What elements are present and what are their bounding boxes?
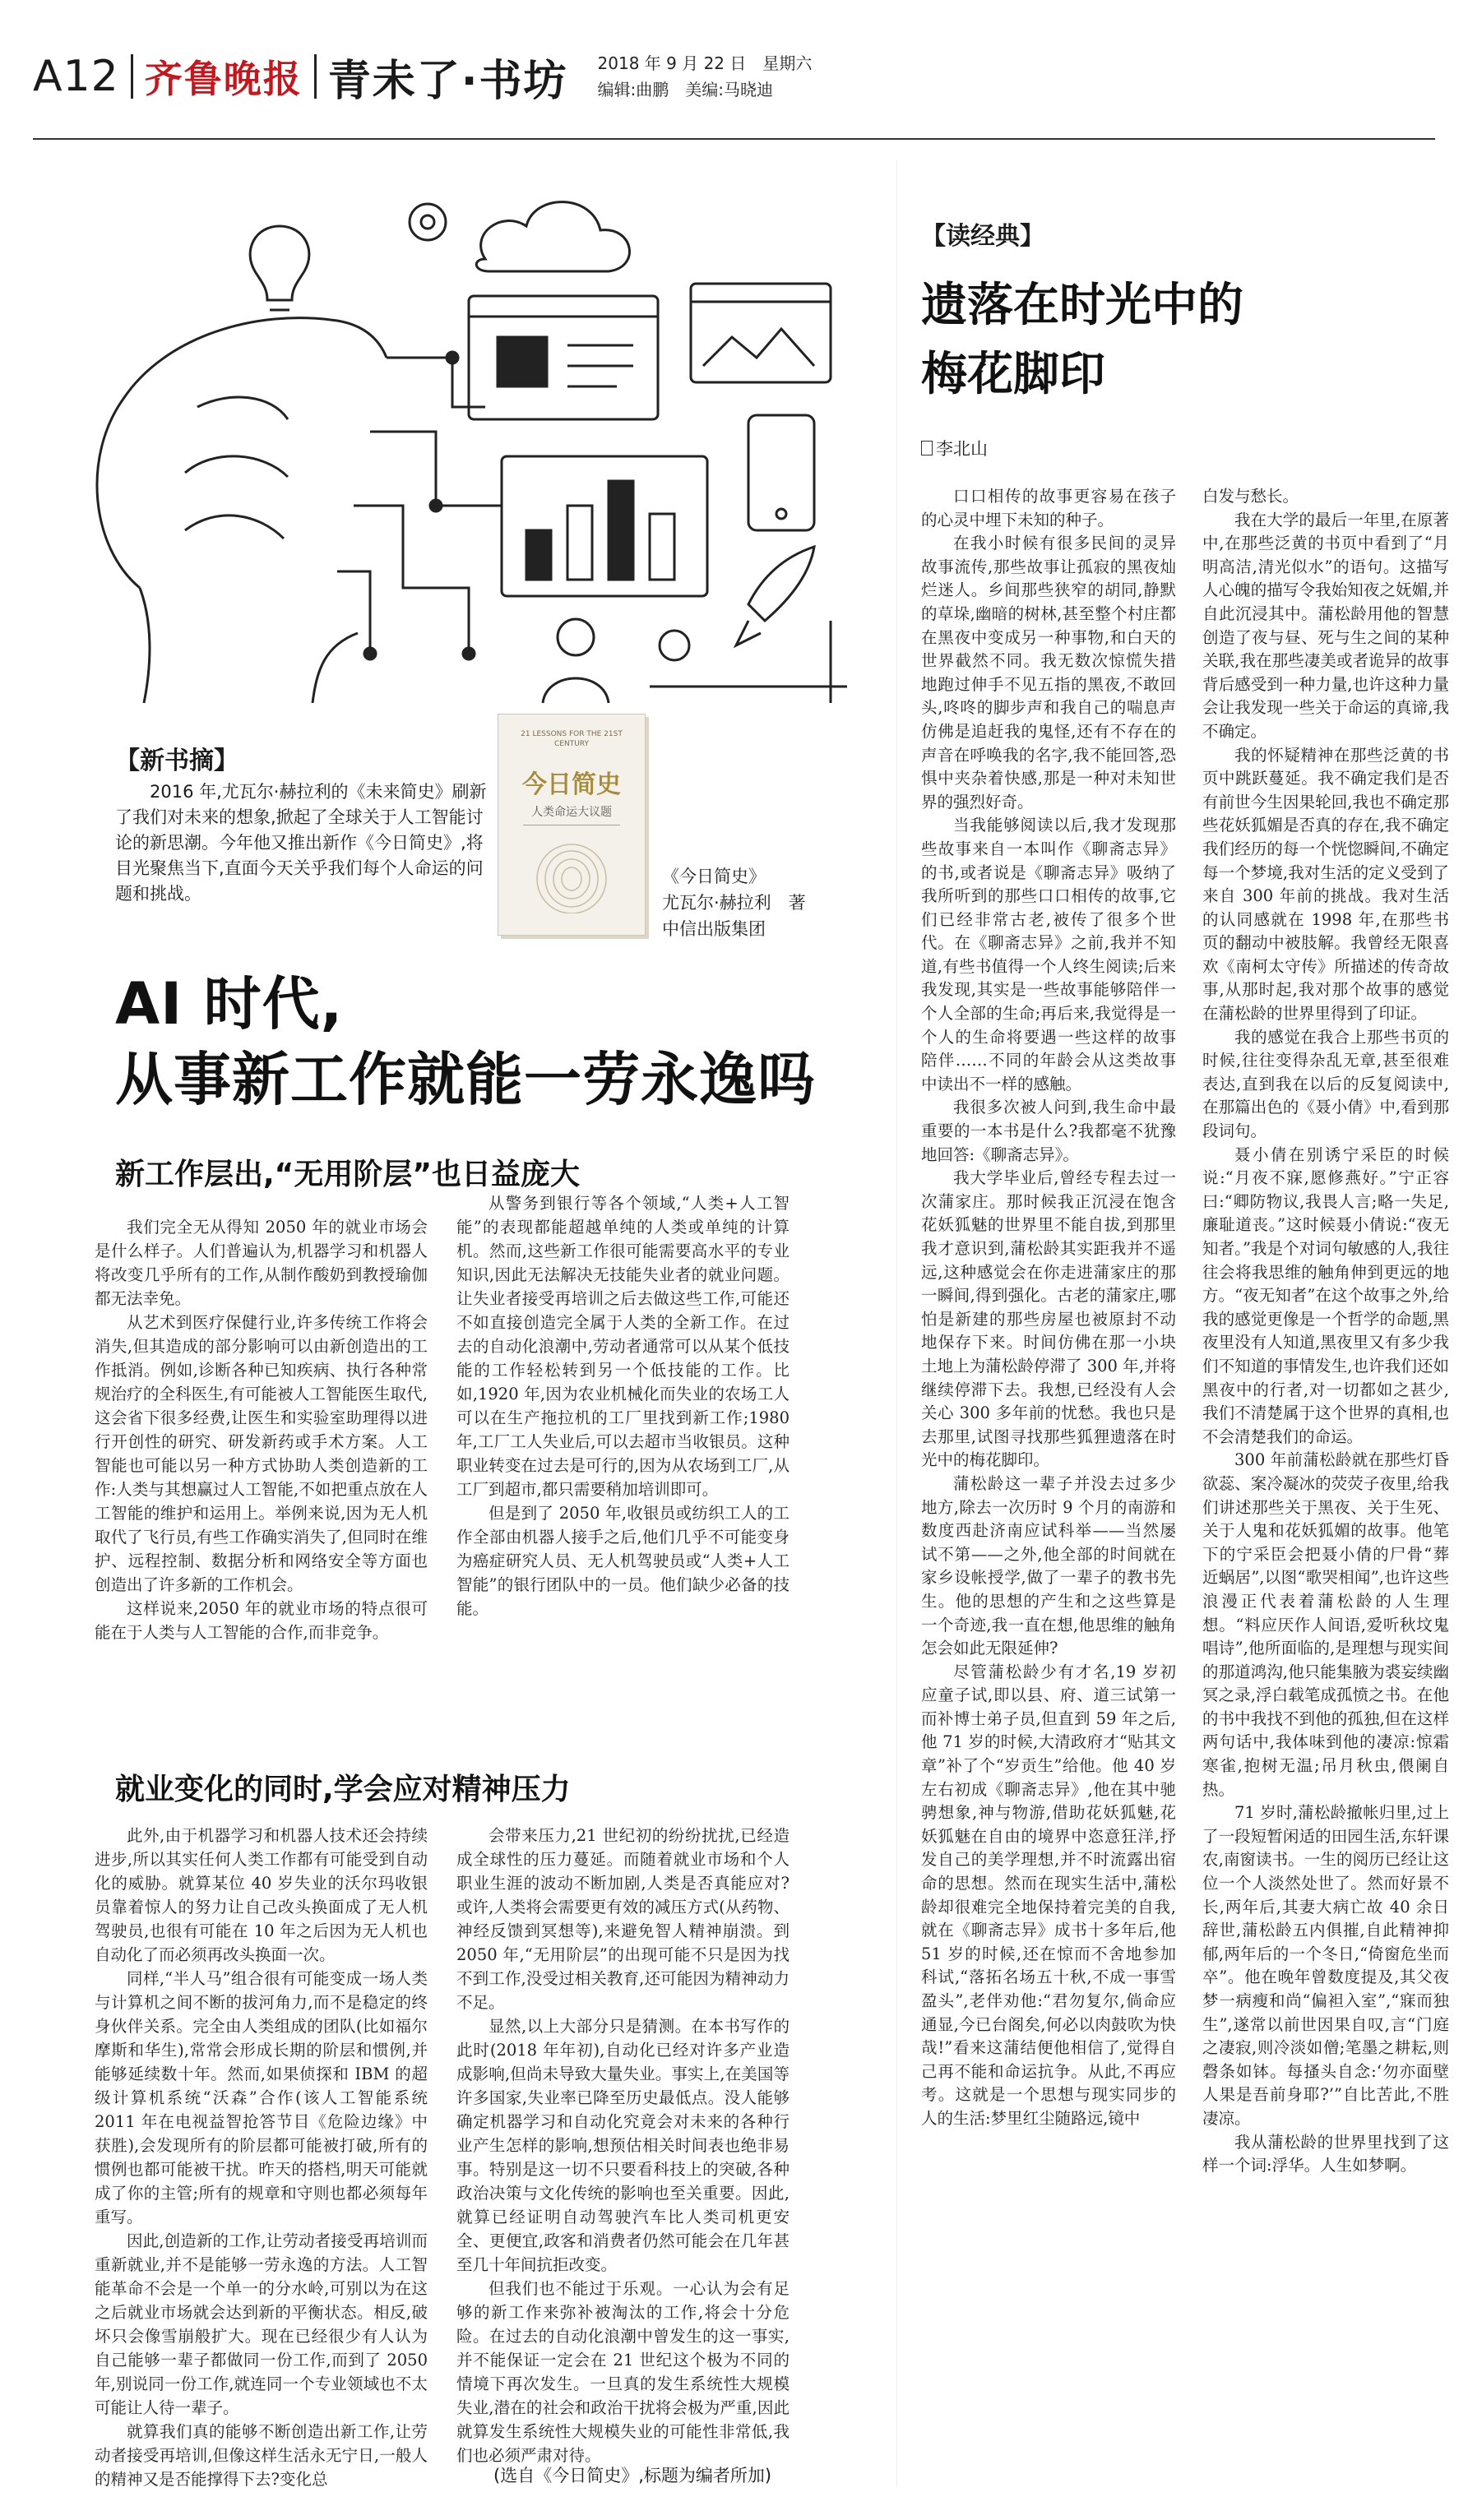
book-author: 尤瓦尔·赫拉利 著 (662, 893, 806, 913)
head-outline-icon (97, 318, 387, 588)
article-column (95, 1215, 428, 1644)
newspaper-name: 齐鲁晚报 (144, 57, 303, 101)
paragraph: 聂小倩在别诱宁采臣的时候说:“月夜不寐,愿修燕好。”宁正容曰:“卿防物议,我畏人言;略一失足,廉耻道丧。”这时候聂小倩说:“夜无知者。”我是个对词句敏感的人,我往往会将我思维的触角伸到更远的地方。“夜无知者”在这个故事之外,给我的感觉更像是一个哲学的命题,黑夜里没有人知道,黑夜里又有多少我们不知道的事情发生,也许我们还如黑夜中的行者,对一切都如之甚少,我们不清楚属于这个世界的真相,也不会清楚我们的命运。 (1202, 1144, 1449, 1446)
paragraph: 因此,创造新的工作,让劳动者接受再培训而重新就业,并不是能够一劳永逸的方法。人工智能革命不会是一个单一的分水岭,可别以为在这之后就业市场就会达到新的平衡状态。相反,破坏只会像雪崩般扩大。现在已经很少有人认为自己能够一辈子都做同一份工作,而到了 2050 年,别说同一份工作,就连同一个专业领域也不太可能让人待一辈子。 (95, 2231, 428, 2417)
person-icon (558, 619, 594, 655)
browser-window-icon (691, 284, 831, 382)
paragraph: 同样,“半人马”组合很有可能变成一场人类与计算机之间不断的拔河角力,而不是稳定的终身伙伴关系。完全由人类组成的团队(比如福尔摩斯和华生),常常会形成长期的阶层和惯例,并能够延续数十年。然而,如果侦探和 IBM 的超级计算机系统“沃森”合作(该人工智能系统 2011 年在电视益智抢答节目《危险边缘》中获胜),会发现所有的阶层都可能被打破,所有的惯例也都可能被干扰。昨天的搭档,明天可能就成了你的主管;所有的规章和守则也都必须每年重写。 (95, 1969, 428, 2226)
source-caption: (选自《今日简史》,标题为编者所加) (493, 2466, 772, 2485)
section-name: 青未了·书坊 (327, 56, 568, 106)
paragraph: 我在大学的最后一年里,在原著中,在那些泛黄的书页中看到了“月明高洁,清光似水”的语句。这描写人心魄的描写令我始知夜之妩媚,并自此沉浸其中。蒲松龄用他的智慧创造了夜与昼、死与生之间的某种关联,我在那些凄美或者诡异的故事背后感受到一种力量,也许这种力量会让我发现一些关于命运的真谛,我不确定。 (1202, 510, 1449, 741)
paragraph: 白发与愁长。 (1202, 487, 1299, 506)
paragraph: 从警务到银行等各个领域,“人类+人工智能”的表现都能超越单纯的人类或单纯的计算机。然而,这些新工作很可能需要高水平的专业知识,因此无法解决无技能失业者的就业问题。让失业者接受再培训之后去做这些工作,可能还不如直接创造完全属于人类的全新工作。在过去的自动化浪潮中,劳动者通常可以从某个低技能的工作轻松转到另一个低技能的工作。比如,1920 年,因为农业机械化而失业的农场工人可以在生产拖拉机的工厂里找到新工作;1980 年,工厂工人失业后,可以去超市当收银员。这种职业转变在过去是可行的,因为从农场到工厂,从工厂到超市,都只需要稍加培训即可。 (456, 1194, 790, 1499)
reading-title (921, 271, 1243, 409)
paragraph: 71 岁时,蒲松龄撤帐归里,过上了一段短暂闲适的田园生活,东轩课农,南窗读书。一生的阅历已经让这位一个人淡然处世了。然而好景不长,两年后,其妻大病亡故 40 余日辞世,蒲松龄五内俱摧,自此精神抑郁,两年后的一个冬日,“倚窗危坐而卒”。他在晚年曾数度提及,其父夜梦一病瘦和尚“偏袒入室”,“寐而独生”,遂常以前世因果自叹,言“门庭之凄寂,则冷淡如僧;笔墨之耕耘,则磬条如钵。每搔头自念:‘勿亦面壁人果是吾前身耶?’”自比苦此,不胜凄凉。 (1202, 1803, 1449, 2128)
author-byline (921, 436, 988, 460)
paragraph: 我大学毕业后,曾经专程去过一次蒲家庄。那时候我正沉浸在饱含花妖狐魅的世界里不能自拔,到那里我才意识到,蒲松龄其实距我并不遥远,这种感觉会在你走进蒲家庄的那一瞬间,得到强化。古老的蒲家庄,哪怕是新建的那些房屋也被原封不动地保存下来。时间仿佛在那一小块土地上为蒲松龄停滞了 300 年,并将继续停滞下去。我想,已经没有人会关心 300 多年前的忧愁。我也只是去那里,试图寻找那些狐狸遗落在时光中的梅花脚印。 (921, 1168, 1176, 1470)
lightbulb-icon (250, 226, 309, 300)
header-rule (33, 138, 1435, 140)
section2-title: 就业变化的同时,学会应对精神压力 (115, 1773, 571, 1806)
book-caption (662, 863, 806, 942)
title-line: 梅花脚印 (921, 348, 1105, 401)
paragraph: 口口相传的故事更容易在孩子的心灵中埋下未知的种子。 (921, 487, 1176, 529)
article-headline (115, 966, 816, 1117)
author-name: 李北山 (936, 439, 988, 459)
paragraph: 会带来压力,21 世纪初的纷纷扰扰,已经造成全球性的压力蔓延。而随着就业市场和个人职业生涯的波动不断加剧,人类是否真能应对?或许,人类将会需要更有效的减压方式(从药物、神经反馈到冥想等),来避免智人精神崩溃。到 2050 年,“无用阶层”的出现可能不只是因为找不到工作,没受过相关教育,还可能因为精神动力不足。 (456, 1826, 790, 2012)
article-column (456, 1191, 790, 1621)
issue-meta (598, 50, 813, 103)
paragraph: 显然,以上大部分只是猜测。在本书写作的此时(2018 年年初),自动化已经对许多产业造成影响,但尚未导致大量失业。事实上,在美国等许多国家,失业率已降至历史最低点。没人能够确定机器学习和自动化究竟会对未来的各种行业产生怎样的影响,想预估相关时间表也绝非易事。特别是这一切不只要看科技上的突破,各种政治决策与文化传统的影响也至关重要。因此,就算已经证明自动驾驶汽车比人类司机更安全、更便宜,政客和消费者仍然可能会在几年甚至几十年间抗拒改变。 (456, 2017, 790, 2274)
paragraph: 我的感觉在我合上那些书页的时候,往往变得杂乱无章,甚至很难表达,直到我在以后的反复阅读中,在那篇出色的《聂小倩》中,看到那段词句。 (1202, 1027, 1449, 1141)
blurb-label: 【新书摘】 (115, 747, 238, 775)
article-column (95, 1824, 428, 2491)
rocket-icon (748, 547, 814, 621)
column-label: 【读经典】 (921, 222, 1044, 251)
paragraph: 此外,由于机器学习和机器人技术还会持续进步,所以其实任何人类工作都有可能受到自动化的威胁。就算某位 40 岁失业的沃尔玛收银员靠着惊人的努力让自己改头换面成了无人机驾驶员,也很有可能在 10 年之后因为无人机也自动化了而必须再改头换面一次。 (95, 1826, 428, 1964)
byline-box-icon (921, 441, 933, 455)
reading-column (921, 485, 1176, 2131)
paragraph: 但是到了 2050 年,收银员或纺织工人的工作全部由机器人接手之后,他们几乎不可能变身为癌症研究人员、无人机驾驶员或“人类+人工智能”的银行团队中的一员。他们缺少必备的技能。 (456, 1504, 790, 1618)
paragraph: 在我小时候有很多民间的灵异故事流传,那些故事让孤寂的黑夜灿烂迷人。乡间那些狭窄的胡同,静默的草垛,幽暗的树林,甚至整个村庄都在黑夜中变成另一种事物,和白天的世界截然不同。我无数次惊慌失措地跑过伸手不见五指的黑夜,不敢回头,咚咚的脚步声和我自己的喘息声仿佛是追赶我的鬼怪,还有不存在的声音在呼唤我的名字,我不能回答,恐惧中夹杂着快感,那是一种对未知世界的强烈好奇。 (921, 534, 1176, 811)
paragraph: 蒲松龄这一辈子并没去过多少地方,除去一次历时 9 个月的南游和数度西赴济南应试科举——当然屡试不第——之外,他全部的时间就在家乡设帐授学,做了一辈子的教书先生。他的思想的产生和之这些算是一个奇迹,我一直在想,他思维的触角怎会如此无限延伸? (921, 1473, 1176, 1658)
paragraph: 我很多次被人问到,我生命中最重要的一本书是什么?我都毫不犹豫地回答:《聊斋志异》。 (921, 1098, 1176, 1164)
paragraph: 我们完全无从得知 2050 年的就业市场会是什么样子。人们普遍认为,机器学习和机器人将改变几乎所有的工作,从制作酸奶到教授瑜伽都无法幸免。 (95, 1218, 428, 1308)
paragraph: 300 年前蒲松龄就在那些灯昏欲蕊、案冷凝冰的荧荧子夜里,给我们讲述那些关于黑夜、关于生死、关于人鬼和花妖狐媚的故事。他笔下的宁采臣会把聂小倩的尸骨“葬近蜗居”,以图“歌哭相闻”,也许这些浪漫正代表着蒲松龄的人生理想。“料应厌作人间语,爱听秋坟鬼唱诗”,他所面临的,是理想与现实间的那道鸿沟,他只能集腋为裘妄续幽冥之录,浮白载笔成孤愤之书。在他的书中我找不到他的孤独,但在这样两句话中,我体味到他的凄凉:惊霜寒雀,抱树无温;吊月秋虫,偎阑自热。 (1202, 1450, 1449, 1799)
cover-subtitle: 人类命运大议题 (531, 806, 612, 819)
masthead (33, 39, 938, 113)
paragraph: 我的怀疑精神在那些泛黄的书页中跳跃蔓延。我不确定我们是否有前世今生因果轮回,我也不确定那些花妖狐媚是否真的存在,我不确定我们经历的每一个恍惚瞬间,不确定每一个梦境,我对生活的定义受到了来自 300 年前的挑战。我对生活的认同感就在 1998 年,在那些书页的翻动中被肢解。我曾经无限喜欢《南柯太守传》所描述的传奇故事,从那时起,我对那个故事的感觉在蒲松龄的世界里得到了印证。 (1202, 745, 1449, 1024)
cloud-icon (476, 202, 629, 271)
column-divider (896, 160, 897, 2487)
article-column (456, 1824, 790, 2467)
cover-title: 今日简史 (522, 770, 621, 799)
gear-icon (410, 204, 446, 240)
divider (131, 54, 133, 99)
issue-editors: 编辑:曲鹏 美编:马晓迪 (597, 80, 773, 99)
paragraph: 但我们也不能过于乐观。一心认为会有足够的新工作来弥补被淘汰的工作,将会十分危险。在过去的自动化浪潮中曾发生的这一事实,并不能保证一定会在 21 世纪这个极为不同的情境下再次发生。一旦真的发生系统性大规模失业,潜在的社会和政治干扰将会极为严重,因此就算发生系统性大规模失业的可能性非常低,我们也必须严肃对待。 (456, 2279, 790, 2465)
settings-icon (660, 631, 689, 660)
issue-date: 2018 年 9 月 22 日 星期六 (597, 53, 813, 73)
paragraph: 我从蒲松龄的世界里找到了这样一个词:浮华。人生如梦啊。 (1202, 2132, 1449, 2176)
section1-title: 新工作层出,“无用阶层”也日益庞大 (115, 1158, 580, 1191)
paragraph: 当我能够阅读以后,我才发现那些故事来自一本叫作《聊斋志异》的书,或者说是《聊斋志异》吸纳了我所听到的那些口口相传的故事,它们已经非常古老,被传了很多个世代。在《聊斋志异》之前,我并不知道,有些书值得一个人终生阅读;后来我发现,其实是一些故事能够陪伴一个人全部的生命;再后来,我觉得是一个人的生命将要遇一些这样的故事陪伴……不同的年龄会从这类故事中读出不一样的感触。 (921, 816, 1176, 1094)
divider (314, 54, 317, 99)
book-title: 《今日简史》 (662, 867, 766, 886)
paragraph: 尽管蒲松龄少有才名,19 岁初应童子试,即以县、府、道三试第一而补博士弟子员,但直到 59 年之后,他 71 岁的时候,大清政府才“贴其文章”补了个“岁贡生”给他。他 40 岁左右初成《聊斋志异》,他在其中驰骋想象,神与物游,借助花妖狐魅,花妖狐魅在自由的境界中恣意狂洋,抒发自己的美学理想,并不时流露出宿命的思想。然而在现实生活中,蒲松龄却很难完全地保持着完美的自我,就在《聊斋志异》成书十多年后,他 51 岁的时候,还在惊而不舍地参加科试,“落拓名场五十秋,不成一事雪盈头”,老伴劝他:“君勿复尔,倘命应通显,今已台阁矣,何必以肉鼓吹为快哉!”看来这蒲结便他相信了,觉得自己再不能和命运抗争。从此,不再应考。这就是一个思想与现实同步的人的生活:梦里红尘随路远,镜中 (921, 1662, 1176, 2128)
paragraph: 从艺术到医疗保健行业,许多传统工作将会消失,但其造成的部分影响可以由新创造出的工作抵消。例如,诊断各种已知疾病、执行各种常规治疗的全科医生,有可能被人工智能医生取代,这会省下很多经费,让医生和实验室助理得以进行开创性的研究、研发新药或手术方案。人工智能也可能以另一种方式协助人类创造新的工作:人类与其想赢过人工智能,不如把重点放在人工智能的维护和运用上。举例来说,因为无人机取代了飞行员,有些工作确实消失了,但同时在维护、远程控制、数据分析和网络安全等方面也创造出了许多新的工作机会。 (95, 1313, 428, 1594)
headline-line: 从事新工作就能一劳永逸吗 (115, 1046, 816, 1113)
paragraph: 这样说来,2050 年的就业市场的特点很可能在于人类与人工智能的合作,而非竞争。 (95, 1599, 428, 1642)
reading-column (1202, 485, 1449, 2178)
book-cover (498, 714, 646, 936)
title-line: 遗落在时光中的 (921, 279, 1243, 332)
blurb-text: 2016 年,尤瓦尔·赫拉利的《未来简史》刷新了我们对未来的想象,掀起了全球关于人工智能讨论的新思潮。今年他又推出新作《今日简史》,将目光聚焦当下,直面今天关乎我们每个人命运的问题和挑战。 (115, 782, 487, 904)
headline-line: AI 时代, (115, 970, 344, 1038)
page-number: A12 (33, 52, 119, 101)
phone-icon (748, 415, 814, 530)
fingerprint-icon (526, 839, 617, 913)
book-publisher: 中信出版集团 (662, 919, 766, 939)
paragraph: 就算我们真的能够不断创造出新工作,让劳动者接受再培训,但像这样生活永无宁日,一般人的精神又是否能撑得下去?变化总 (95, 2422, 428, 2489)
cover-english-title: 21 LESSONS FOR THE 21ST CENTURY (521, 730, 623, 748)
ai-head-illustration (41, 160, 872, 728)
